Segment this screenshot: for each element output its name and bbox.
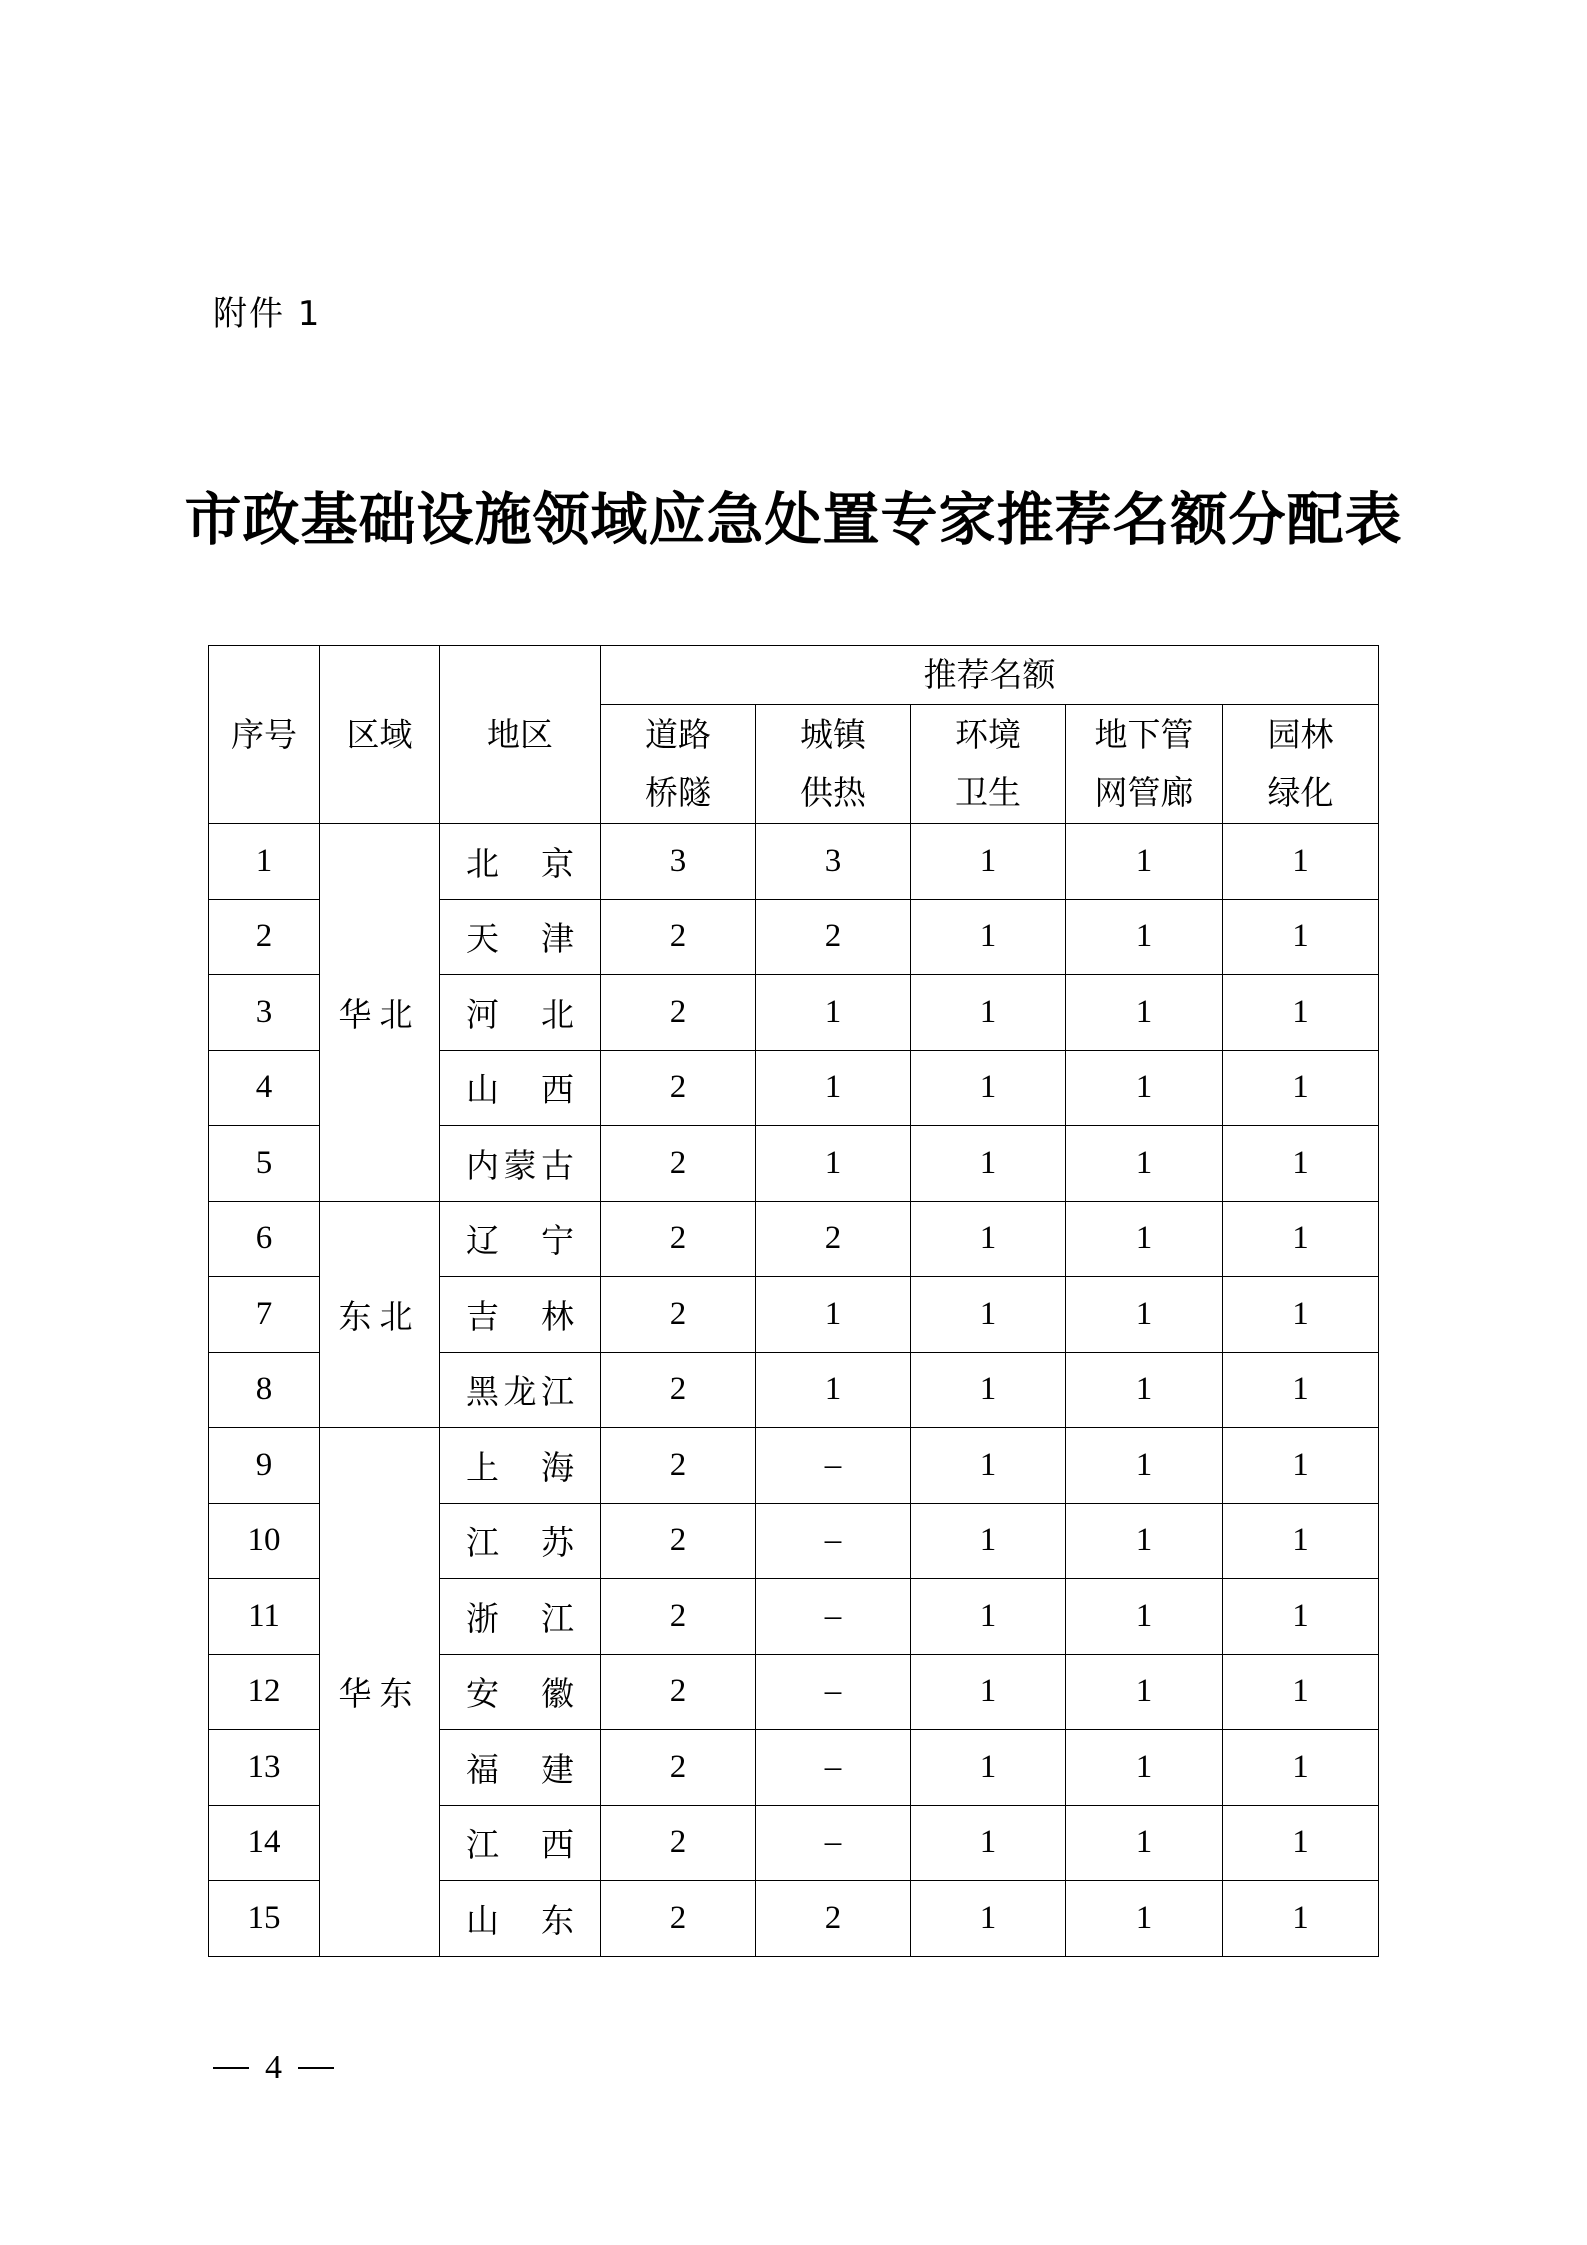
area-cell bbox=[440, 1730, 601, 1806]
header-category bbox=[601, 705, 756, 824]
quota-value: 1 bbox=[1066, 1126, 1223, 1202]
area-cell bbox=[440, 975, 601, 1051]
quota-value: 2 bbox=[601, 1730, 756, 1806]
quota-value: 1 bbox=[1223, 1805, 1379, 1881]
quota-value: 1 bbox=[911, 1805, 1066, 1881]
quota-value: 1 bbox=[911, 899, 1066, 975]
area-char: 建 bbox=[541, 1749, 574, 1789]
quota-value: – bbox=[756, 1805, 911, 1881]
quota-value: 2 bbox=[601, 1428, 756, 1504]
area-char: 山 bbox=[466, 1070, 499, 1110]
area-char: 黑 bbox=[466, 1372, 499, 1412]
quota-value: 1 bbox=[1223, 1428, 1379, 1504]
quota-value: 1 bbox=[1066, 1730, 1223, 1806]
quota-value: 1 bbox=[1066, 1881, 1223, 1957]
area-char: 辽 bbox=[466, 1221, 499, 1261]
row-index: 13 bbox=[209, 1730, 320, 1806]
quota-value: 1 bbox=[911, 1654, 1066, 1730]
area-char: 海 bbox=[541, 1447, 574, 1487]
area-char: 河 bbox=[466, 994, 499, 1034]
area-cell bbox=[440, 1805, 601, 1881]
area-char: 江 bbox=[541, 1372, 574, 1412]
quota-value: – bbox=[756, 1579, 911, 1655]
area-char: 西 bbox=[541, 1825, 574, 1865]
area-char: 安 bbox=[466, 1674, 499, 1714]
quota-value: 1 bbox=[756, 1352, 911, 1428]
row-index: 6 bbox=[209, 1201, 320, 1277]
header-category bbox=[1066, 705, 1223, 824]
area-cell bbox=[440, 1050, 601, 1126]
quota-value: 2 bbox=[601, 1126, 756, 1202]
quota-value: 1 bbox=[911, 1503, 1066, 1579]
header-category bbox=[756, 705, 911, 824]
area-char: 福 bbox=[466, 1749, 499, 1789]
quota-value: 2 bbox=[601, 1352, 756, 1428]
row-index: 8 bbox=[209, 1352, 320, 1428]
area-char: 北 bbox=[466, 843, 499, 883]
area-char: 苏 bbox=[541, 1523, 574, 1563]
quota-value: 1 bbox=[1223, 1352, 1379, 1428]
quota-value: 1 bbox=[1066, 824, 1223, 900]
region-cell: 东北 bbox=[320, 1201, 440, 1428]
quota-value: 1 bbox=[756, 1126, 911, 1202]
quota-value: 1 bbox=[1066, 1352, 1223, 1428]
quota-value: 1 bbox=[1223, 1579, 1379, 1655]
quota-value: 2 bbox=[601, 1805, 756, 1881]
quota-value: 2 bbox=[601, 1654, 756, 1730]
row-index: 10 bbox=[209, 1503, 320, 1579]
area-cell bbox=[440, 1654, 601, 1730]
footer-dash-right bbox=[298, 2067, 334, 2069]
area-char: 古 bbox=[541, 1145, 574, 1185]
region-cell: 华北 bbox=[320, 824, 440, 1202]
quota-table-body bbox=[209, 824, 1379, 1957]
row-index: 11 bbox=[209, 1579, 320, 1655]
area-cell bbox=[440, 1201, 601, 1277]
quota-value: 1 bbox=[1223, 1050, 1379, 1126]
quota-value: 1 bbox=[1066, 1654, 1223, 1730]
row-index: 2 bbox=[209, 899, 320, 975]
quota-value: 2 bbox=[601, 1579, 756, 1655]
area-char: 北 bbox=[541, 994, 574, 1034]
quota-value: 1 bbox=[1223, 1277, 1379, 1353]
quota-value: 1 bbox=[1223, 824, 1379, 900]
header-category-line1: 园林 bbox=[1267, 715, 1334, 754]
quota-value: 1 bbox=[1223, 899, 1379, 975]
area-char: 龙 bbox=[503, 1372, 537, 1412]
header-category-line1: 环境 bbox=[955, 715, 1021, 754]
quota-value: 1 bbox=[1066, 1050, 1223, 1126]
area-char: 徽 bbox=[541, 1674, 574, 1714]
area-cell bbox=[440, 1428, 601, 1504]
area-char: 内 bbox=[466, 1145, 499, 1185]
quota-value: 2 bbox=[601, 1277, 756, 1353]
header-quota-group: 推荐名额 bbox=[601, 646, 1379, 705]
area-cell bbox=[440, 824, 601, 900]
header-category-line1: 城镇 bbox=[800, 715, 866, 754]
row-index: 3 bbox=[209, 975, 320, 1051]
area-char: 山 bbox=[466, 1900, 499, 1940]
quota-value: 1 bbox=[911, 1881, 1066, 1957]
quota-value: 1 bbox=[911, 1352, 1066, 1428]
area-char: 津 bbox=[541, 919, 574, 959]
quota-value: 1 bbox=[1223, 1730, 1379, 1806]
area-char: 西 bbox=[541, 1070, 574, 1110]
quota-value: 3 bbox=[756, 824, 911, 900]
header-category-line2: 网管廊 bbox=[1094, 773, 1194, 812]
quota-value: 1 bbox=[911, 1579, 1066, 1655]
quota-value: 1 bbox=[756, 975, 911, 1051]
quota-value: 2 bbox=[601, 1050, 756, 1126]
quota-value: 1 bbox=[1066, 1805, 1223, 1881]
quota-value: 1 bbox=[1066, 1277, 1223, 1353]
area-char: 东 bbox=[541, 1900, 574, 1940]
attachment-label: 附件 1 bbox=[213, 294, 322, 334]
footer-dash-left bbox=[213, 2067, 249, 2069]
area-char: 京 bbox=[541, 843, 574, 883]
quota-value: 1 bbox=[911, 1277, 1066, 1353]
area-char: 浙 bbox=[466, 1598, 499, 1638]
area-cell bbox=[440, 1503, 601, 1579]
header-category-line1: 地下管 bbox=[1094, 715, 1194, 754]
area-char: 林 bbox=[541, 1296, 574, 1336]
area-char: 江 bbox=[541, 1598, 574, 1638]
table-row bbox=[209, 824, 1379, 900]
quota-value: 1 bbox=[1223, 1201, 1379, 1277]
area-cell bbox=[440, 1352, 601, 1428]
area-char: 宁 bbox=[541, 1221, 574, 1261]
quota-value: – bbox=[756, 1730, 911, 1806]
quota-value: 2 bbox=[601, 975, 756, 1051]
quota-value: 1 bbox=[1066, 1503, 1223, 1579]
header-area: 地区 bbox=[440, 646, 601, 824]
quota-value: – bbox=[756, 1654, 911, 1730]
quota-value: 3 bbox=[601, 824, 756, 900]
header-region: 区域 bbox=[320, 646, 440, 824]
quota-value: 1 bbox=[911, 1428, 1066, 1504]
header-category-line1: 道路 bbox=[645, 715, 711, 754]
area-char: 蒙 bbox=[503, 1145, 537, 1185]
row-index: 5 bbox=[209, 1126, 320, 1202]
header-category bbox=[1223, 705, 1379, 824]
quota-value: 1 bbox=[911, 1050, 1066, 1126]
area-cell bbox=[440, 899, 601, 975]
quota-value: 1 bbox=[911, 1126, 1066, 1202]
quota-value: 2 bbox=[601, 1503, 756, 1579]
header-category-line2: 供热 bbox=[800, 773, 866, 812]
page-number: 4 bbox=[265, 2049, 282, 2086]
quota-value: 1 bbox=[1066, 1579, 1223, 1655]
row-index: 12 bbox=[209, 1654, 320, 1730]
area-cell bbox=[440, 1579, 601, 1655]
header-category-line2: 卫生 bbox=[955, 773, 1021, 812]
header-category-line2: 绿化 bbox=[1267, 773, 1334, 812]
quota-value: 1 bbox=[1223, 1503, 1379, 1579]
quota-value: – bbox=[756, 1503, 911, 1579]
area-cell bbox=[440, 1881, 601, 1957]
quota-value: 1 bbox=[911, 1730, 1066, 1806]
quota-value: 2 bbox=[756, 1201, 911, 1277]
region-cell: 华东 bbox=[320, 1428, 440, 1957]
quota-value: 1 bbox=[1223, 1881, 1379, 1957]
quota-value: 1 bbox=[1223, 1654, 1379, 1730]
quota-value: 1 bbox=[1066, 899, 1223, 975]
quota-table bbox=[208, 645, 1379, 1957]
area-char: 吉 bbox=[466, 1296, 499, 1336]
quota-value: 1 bbox=[911, 824, 1066, 900]
row-index: 7 bbox=[209, 1277, 320, 1353]
area-char: 江 bbox=[466, 1523, 499, 1563]
quota-value: – bbox=[756, 1428, 911, 1504]
row-index: 4 bbox=[209, 1050, 320, 1126]
quota-value: 1 bbox=[1223, 1126, 1379, 1202]
quota-value: 1 bbox=[911, 1201, 1066, 1277]
header-category-line2: 桥隧 bbox=[645, 773, 711, 812]
area-cell bbox=[440, 1126, 601, 1202]
header-index: 序号 bbox=[209, 646, 320, 824]
quota-value: 1 bbox=[1066, 1428, 1223, 1504]
quota-value: 2 bbox=[756, 899, 911, 975]
quota-value: 2 bbox=[601, 1881, 756, 1957]
quota-value: 1 bbox=[1066, 1201, 1223, 1277]
quota-value: 1 bbox=[911, 975, 1066, 1051]
row-index: 1 bbox=[209, 824, 320, 900]
area-cell bbox=[440, 1277, 601, 1353]
quota-value: 1 bbox=[756, 1050, 911, 1126]
quota-value: 2 bbox=[756, 1881, 911, 1957]
area-char: 天 bbox=[466, 919, 499, 959]
row-index: 9 bbox=[209, 1428, 320, 1504]
quota-value: 2 bbox=[601, 1201, 756, 1277]
document-title: 市政基础设施领域应急处置专家推荐名额分配表 bbox=[184, 486, 1403, 553]
table-row bbox=[209, 1201, 1379, 1277]
quota-value: 2 bbox=[601, 899, 756, 975]
row-index: 15 bbox=[209, 1881, 320, 1957]
area-char: 上 bbox=[466, 1447, 499, 1487]
table-row bbox=[209, 1428, 1379, 1504]
page-footer bbox=[213, 2046, 334, 2090]
header-category bbox=[911, 705, 1066, 824]
row-index: 14 bbox=[209, 1805, 320, 1881]
quota-value: 1 bbox=[1066, 975, 1223, 1051]
quota-value: 1 bbox=[756, 1277, 911, 1353]
quota-value: 1 bbox=[1223, 975, 1379, 1051]
area-char: 江 bbox=[466, 1825, 499, 1865]
